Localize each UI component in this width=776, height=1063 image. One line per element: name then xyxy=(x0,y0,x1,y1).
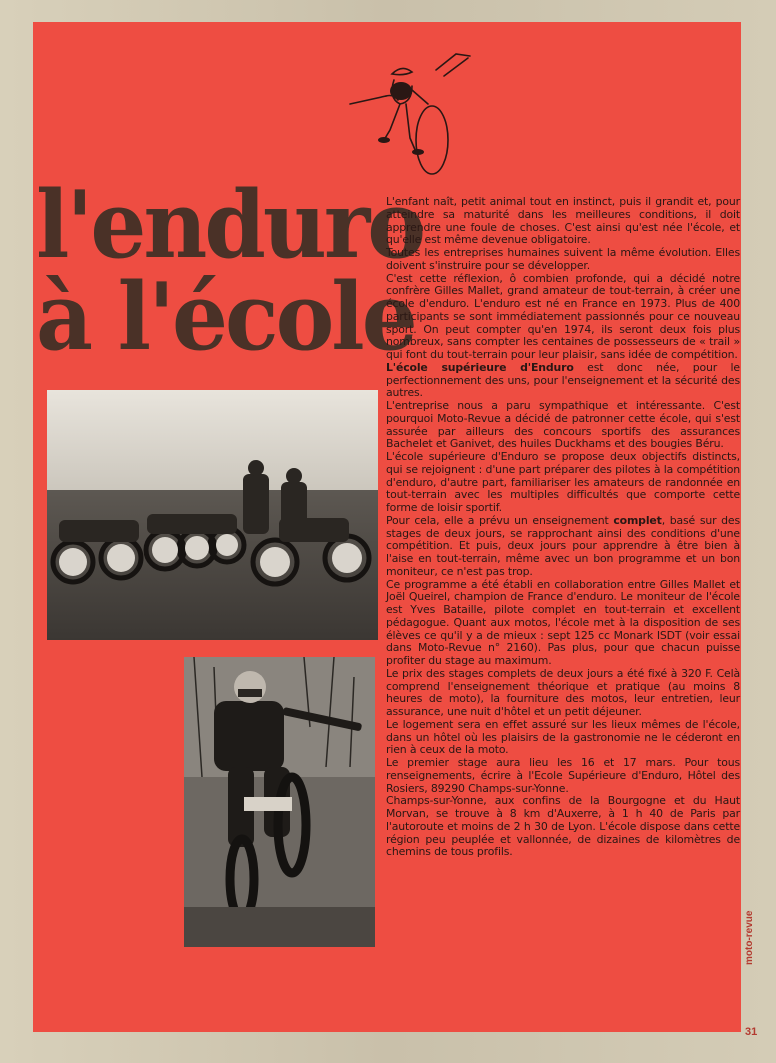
paragraph: Toutes les entreprises humaines suivent la même évolution. Elles doivent s'instruire pour se développer. xyxy=(386,246,740,272)
paragraph: Champs-sur-Yonne, aux confins de la Bourgogne et du Haut Morvan, se trouve à 8 km d'Auxerre, à 1 h 40 de Paris par l'autoroute et moins de 2 h 30 de Lyon. L'école dispose dans cette région peu peuplée et vallonnée, de dizaines de kilomètres de chemins de tous profils. xyxy=(386,794,740,859)
photo-motorcycles-in-field xyxy=(47,390,378,640)
page-number: 31 xyxy=(745,1026,758,1038)
article-title-line-2: à l'école xyxy=(36,262,415,372)
paragraph: L'entreprise nous a paru sympathique et intéressante. C'est pourquoi Moto-Revue a décidé de patronner cette école, qui s'est assurée par ailleurs des concours sportifs des assurances Bachelet et Ganivet, des huiles Duckhams et des bougies Béru. xyxy=(386,399,740,451)
paragraph: L'enfant naît, petit animal tout en instinct, puis il grandit et, pour atteindre sa maturité dans les meilleures conditions, il doit apprendre une foule de choses. C'est ainsi qu'est née l'école, et qu'elle est même devenue obligatoire. xyxy=(386,195,740,247)
bold-complet: complet xyxy=(613,513,662,527)
paragraph: Ce programme a été établi en collaboration entre Gilles Mallet et Joël Queirel, champion de France d'enduro. Le moniteur de l'école est Yves Bataille, pilote complet en tout-terrain et excellent pédagogue. Quant aux motos, l'école met à la disposition de ses élèves ce qu'il y a de mieux : sept 125 cc Monark ISDT (voir essai dans Moto-Revue n° 2160). Pas plus, pour que chacun puisse profiter du stage au maximum. xyxy=(386,577,740,667)
boy-with-hoop-illustration xyxy=(348,44,478,182)
article-body xyxy=(386,196,740,859)
paragraph: Le prix des stages complets de deux jours a été fixé à 320 F. Celà comprend l'enseignement théorique et pratique (au moins 8 heures de moto), la fourniture des motos, leur entretien, leur assurance, une nuit d'hôtel et un petit déjeuner. xyxy=(386,666,740,718)
bold-school-name: L'école supérieure d'Enduro xyxy=(386,360,574,374)
magazine-name: moto-revue xyxy=(744,910,755,965)
paragraph: L'école supérieure d'Enduro est donc née, pour le perfectionnement des uns, pour l'enseignement et la sécurité des autres. xyxy=(386,360,740,400)
paragraph: C'est cette réflexion, ô combien profonde, qui a décidé notre confrère Gilles Mallet, grand amateur de tout-terrain, à créer une école d'enduro. L'enduro est né en France en 1973. Plus de 400 participants se sont immédiatement passionnés pour ce nouveau sport. On peut compter qu'en 1974, ils seront deux fois plus nombreux, sans compter les centaines de possesseurs de « trail » qui font du tout-terrain pour leur plaisir, sans idée de compétition. xyxy=(386,271,740,361)
paragraph: Pour cela, elle a prévu un enseignement complet, basé sur des stages de deux jours, se rapprochant ainsi des conditions d'une compétition. Et puis, deux jours pour apprendre à être bien à l'aise en tout-terrain, même avec un bon programme et un bon moniteur, ce n'est pas trop. xyxy=(386,513,740,578)
paragraph: Le logement sera en effet assuré sur les lieux mêmes de l'école, dans un hôtel où les plaisirs de la gastronomie ne le céderont en rien à ceux de la moto. xyxy=(386,717,740,757)
photo-rider-wheelie xyxy=(184,657,375,947)
article-title-line-1: l'enduro xyxy=(36,170,423,280)
paragraph: L'école supérieure d'Enduro se propose deux objectifs distincts, qui se rejoignent : d'une part préparer des pilotes à la compétition d'enduro, d'autre part, familiariser les amateurs de randonnée en tout-terrain avec les multiples difficultés que comporte cette forme de loisir sportif. xyxy=(386,450,740,514)
paragraph: Le premier stage aura lieu les 16 et 17 mars. Pour tous renseignements, écrire à l'Ecole Supérieure d'Enduro, Hôtel des Rosiers, 89290 Champs-sur-Yonne. xyxy=(386,756,740,795)
